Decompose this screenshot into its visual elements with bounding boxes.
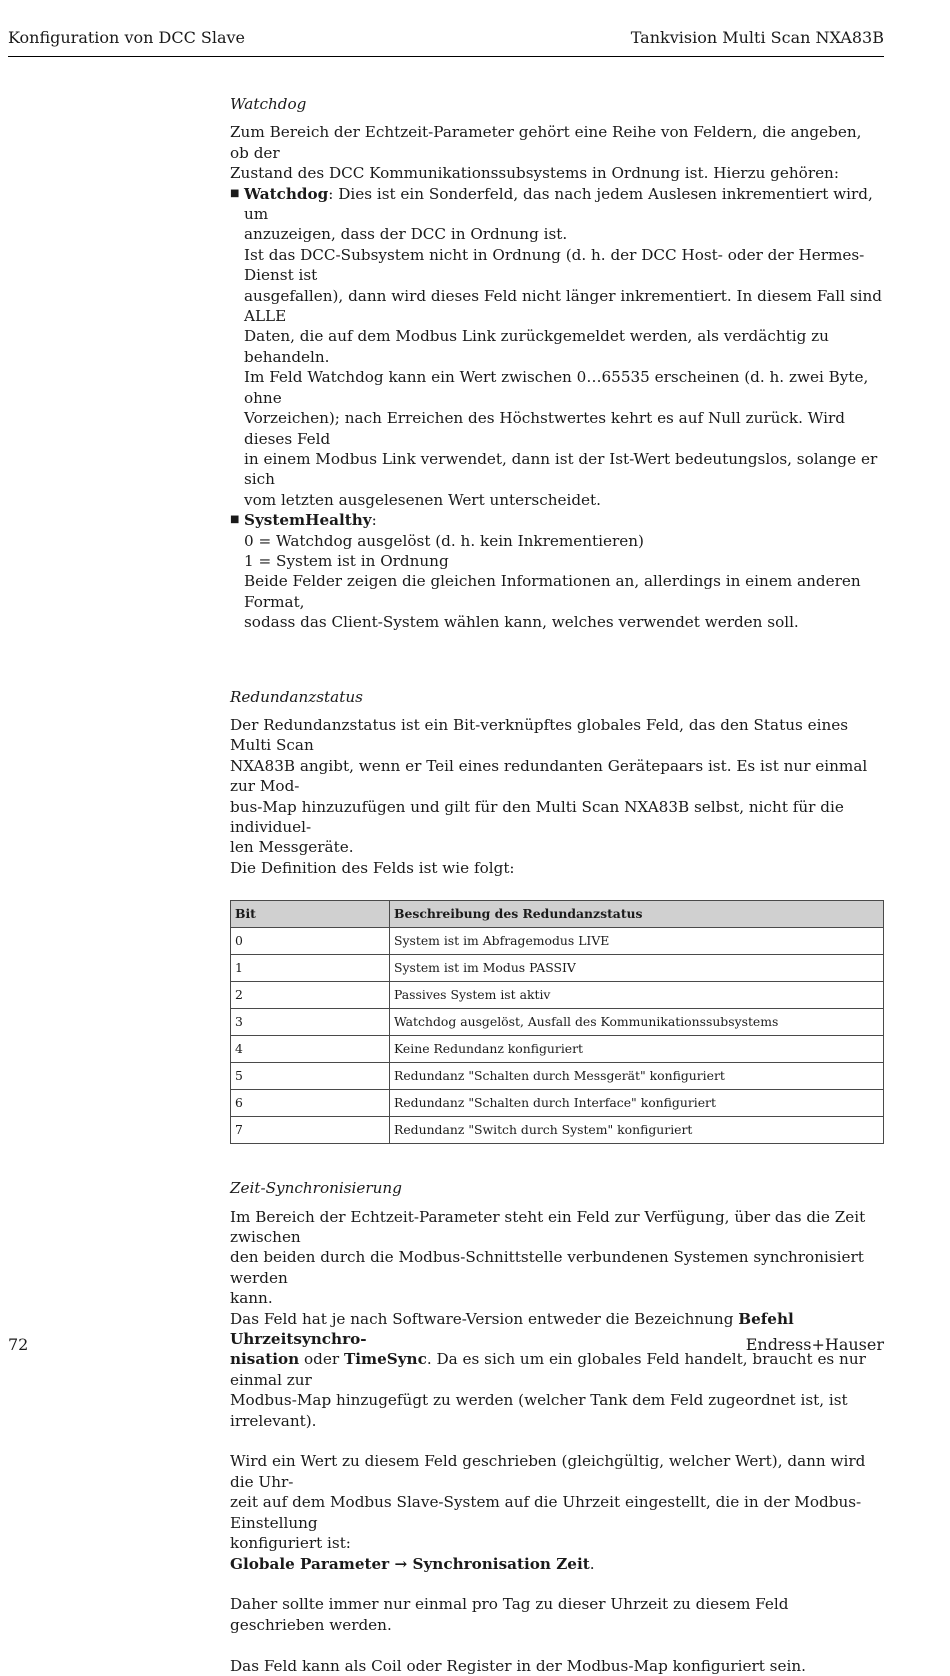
term-befehl-uhrzeitsynchronisation: Befehl Uhrzeitsynchro- bbox=[230, 1309, 794, 1349]
description-cell: System ist im Modus PASSIV bbox=[390, 955, 884, 982]
table-row bbox=[231, 1117, 884, 1144]
bit-cell: 5 bbox=[231, 1063, 390, 1090]
redundancy-description: Der Redundanzstatus ist ein Bit-verknüpftes globales Feld, das den Status eines Multi Scan NXA83B angibt, wenn er Teil eines redundanten Gerätepaars ist. Es ist nur einmal zur Mod- bus-Map hinzuzufügen und gilt für den Multi Scan NXA83B selbst, nicht für die individuel- len Messgeräte. Die Definition des Felds ist wie folgt: bbox=[230, 715, 868, 877]
redundancy-status-table bbox=[230, 900, 884, 1144]
page-content bbox=[230, 94, 884, 1676]
timesync-paragraph-4: Daher sollte immer nur einmal pro Tag zu dieser Uhrzeit zu diesem Feld geschrieben werden. bbox=[230, 1595, 789, 1634]
footer-brand: Endress+Hauser bbox=[745, 1335, 884, 1354]
column-header-description: Beschreibung des Redundanzstatus bbox=[390, 901, 884, 928]
bit-cell: 7 bbox=[231, 1117, 390, 1144]
table-row bbox=[231, 1009, 884, 1036]
description-cell: Keine Redundanz konfiguriert bbox=[390, 1036, 884, 1063]
bit-cell: 4 bbox=[231, 1036, 390, 1063]
term-timesync: TimeSync bbox=[343, 1350, 427, 1369]
table-row bbox=[231, 982, 884, 1009]
redundancy-heading: Redundanzstatus bbox=[230, 687, 363, 706]
table-row bbox=[231, 955, 884, 982]
term-systemhealthy: SystemHealthy bbox=[244, 511, 372, 530]
header-product-title: Tankvision Multi Scan NXA83B bbox=[630, 28, 884, 47]
watchdog-field-list bbox=[230, 184, 884, 633]
timesync-paragraph-5: Das Feld kann als Coil oder Register in der Modbus-Map konfiguriert sein. bbox=[230, 1656, 806, 1675]
header-divider bbox=[8, 56, 884, 57]
watchdog-intro: Zum Bereich der Echtzeit-Parameter gehört eine Reihe von Feldern, die angeben, ob der Zustand des DCC Kommunikationssubsystems in Ordnung ist. Hierzu gehören: bbox=[230, 123, 862, 183]
arrow-right-icon: → bbox=[394, 1554, 408, 1573]
header-chapter-title: Konfiguration von DCC Slave bbox=[8, 28, 246, 47]
description-cell: Watchdog ausgelöst, Ausfall des Kommunikationssubsystems bbox=[390, 1009, 884, 1036]
description-cell: System ist im Abfragemodus LIVE bbox=[390, 928, 884, 955]
term-watchdog: Watchdog bbox=[244, 184, 329, 203]
timesync-paragraph-1: Im Bereich der Echtzeit-Parameter steht ein Feld zur Verfügung, über das die Zeit zwischen den beiden durch die Modbus-Schnittstelle verbundenen Systemen synchronisiert werden kann. bbox=[230, 1207, 866, 1308]
bit-cell: 3 bbox=[231, 1009, 390, 1036]
bit-cell: 6 bbox=[231, 1090, 390, 1117]
table-row bbox=[231, 1036, 884, 1063]
term-befehl-uhrzeitsynchronisation-cont: nisation bbox=[230, 1350, 300, 1369]
page-number: 72 bbox=[8, 1335, 29, 1354]
description-cell: Redundanz "Schalten durch Messgerät" konfiguriert bbox=[390, 1063, 884, 1090]
description-cell: Passives System ist aktiv bbox=[390, 982, 884, 1009]
menu-path: Globale Parameter → Synchronisation Zeit bbox=[230, 1554, 590, 1573]
description-cell: Redundanz "Switch durch System" konfiguriert bbox=[390, 1117, 884, 1144]
list-item-watchdog: ■ Watchdog: Dies ist ein Sonderfeld, das nach jedem Auslesen inkrementiert wird, um anzuzeigen, dass der DCC in Ordnung ist. Ist das DCC-Subsystem nicht in Ordnung (d. h. der DCC Host- oder der Hermes-Dienst ist ausgefallen), dann wird dieses Feld nicht länger inkrementiert. In diesem Fall sind ALLE Daten, die auf dem Modbus Link zurückgemeldet werden, als verdächtig zu behandeln. Im Feld Watchdog kann ein Wert zwischen 0…65535 erscheinen (d. h. zwei Byte, ohne Vorzeichen); nach Erreichen des Höchstwertes kehrt es auf Null zurück. Wird dieses Feld in einem Modbus Link verwendet, dann ist der Ist-Wert bedeutungslos, solange er sich vom letzten ausgelesenen Wert unterscheidet. bbox=[230, 184, 884, 511]
watchdog-heading: Watchdog bbox=[230, 95, 307, 113]
timesync-heading: Zeit-Synchronisierung bbox=[230, 1179, 402, 1198]
bit-cell: 0 bbox=[231, 928, 390, 955]
table-row bbox=[231, 1063, 884, 1090]
table-header-row bbox=[231, 901, 884, 928]
description-cell: Redundanz "Schalten durch Interface" konfiguriert bbox=[390, 1090, 884, 1117]
bit-cell: 2 bbox=[231, 982, 390, 1009]
column-header-bit: Bit bbox=[231, 901, 390, 928]
timesync-paragraph-3: Wird ein Wert zu diesem Feld geschrieben (gleichgültig, welcher Wert), dann wird die Uhr- zeit auf dem Modbus Slave-System auf die Uhrzeit eingestellt, die in der Modbus-Einstellung konfiguriert ist: Globale Parameter → Synchronisation Zeit. bbox=[230, 1452, 866, 1573]
bit-cell: 1 bbox=[231, 955, 390, 982]
table-row bbox=[231, 1090, 884, 1117]
list-item-systemhealthy: ■ SystemHealthy: 0 = Watchdog ausgelöst (d. h. kein Inkrementieren) 1 = System ist in Ordnung Beide Felder zeigen die gleichen Informationen an, allerdings in einem anderen Format, sodass das Client-System wählen kann, welches verwendet werden soll. bbox=[230, 510, 884, 632]
timesync-paragraph-2: Das Feld hat je nach Software-Version entweder die Bezeichnung Befehl Uhrzeitsynchro- nisation oder TimeSync. Da es sich um ein globales Feld handelt, braucht es nur einmal zur Modbus-Map hinzugefügt zu werden (welcher Tank dem Feld zugeordnet ist, ist irrelevant). bbox=[230, 1309, 866, 1430]
table-row bbox=[231, 928, 884, 955]
